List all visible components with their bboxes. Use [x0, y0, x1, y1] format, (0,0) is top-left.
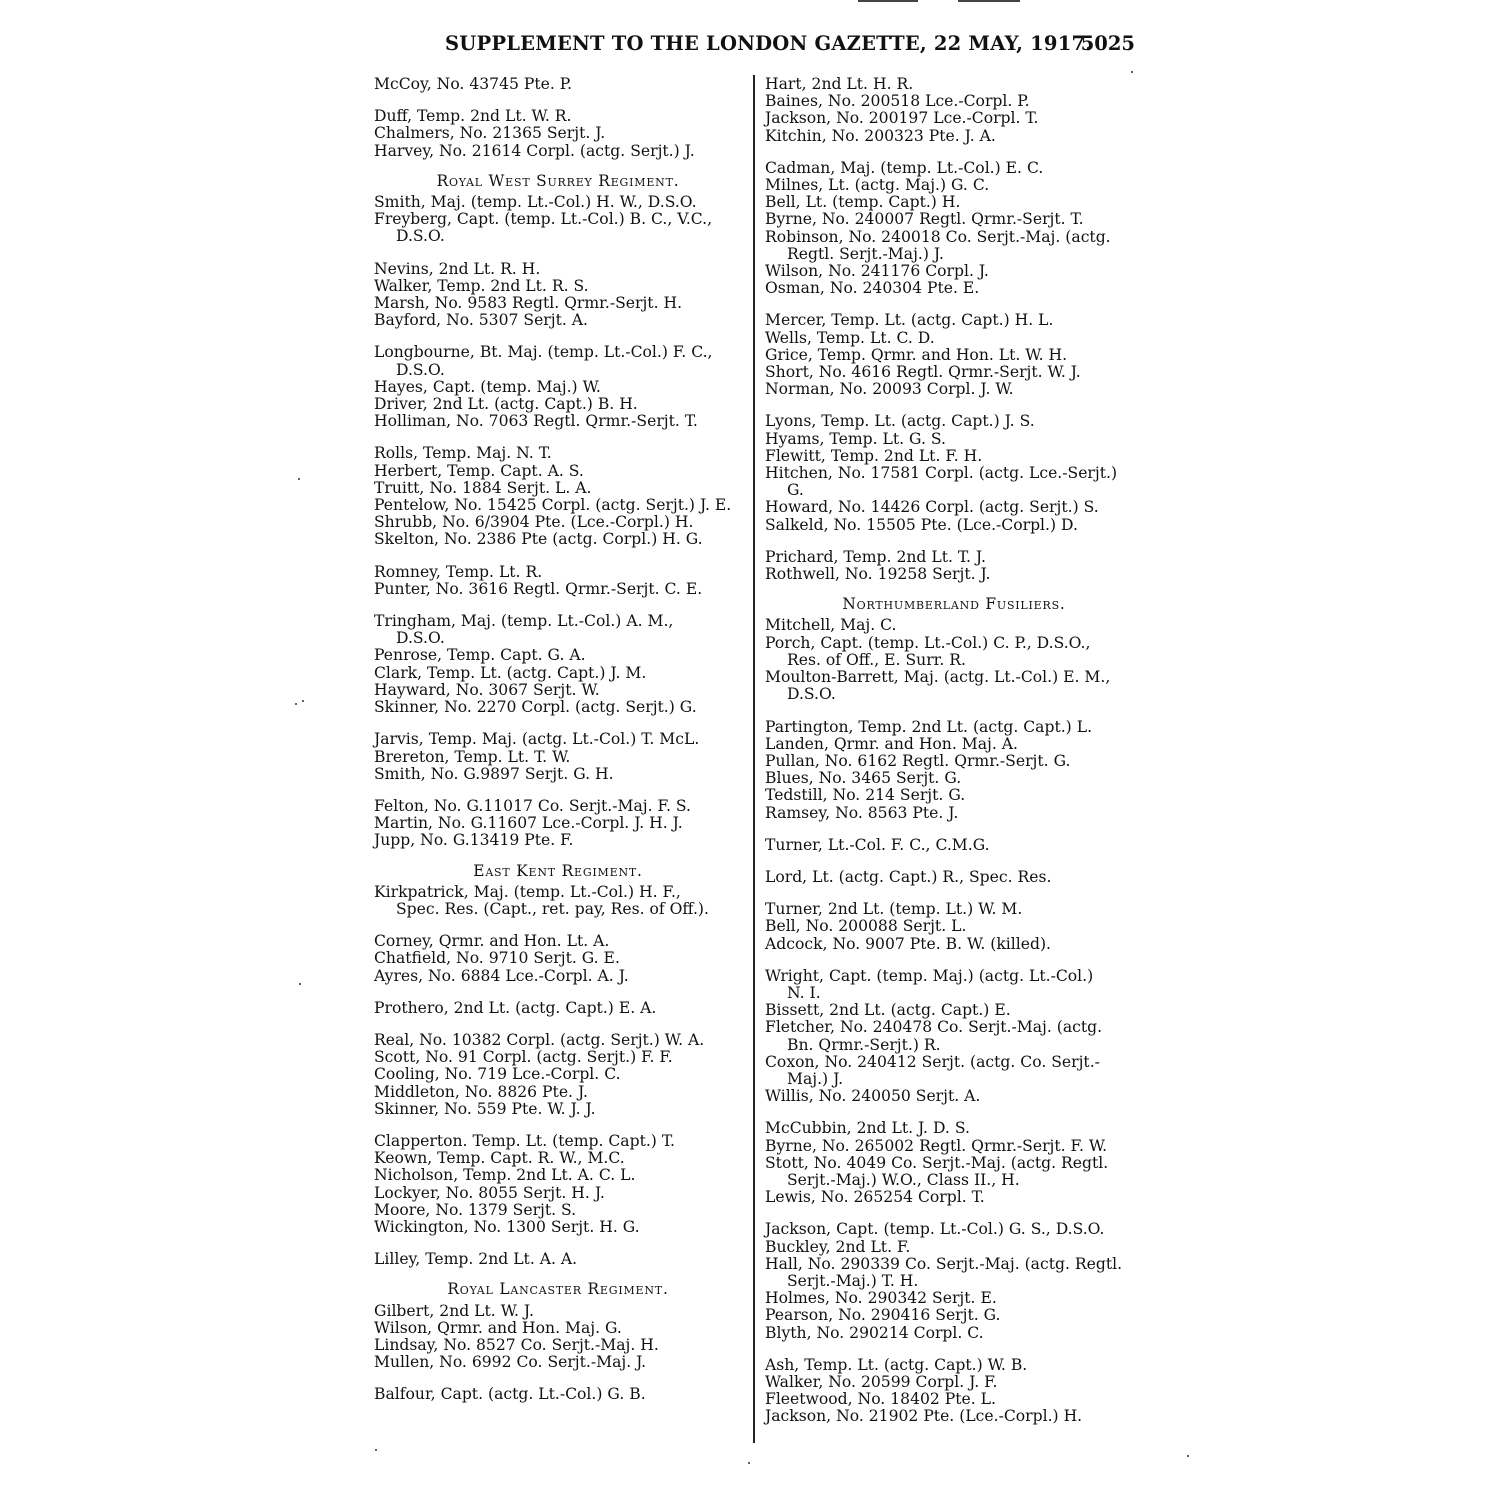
honours-entry: Herbert, Temp. Capt. A. S.	[374, 461, 584, 480]
honours-entry: Lord, Lt. (actg. Capt.) R., Spec. Res.	[765, 867, 1052, 886]
honours-entry: Skelton, No. 2386 Pte (actg. Corpl.) H. G.	[374, 530, 703, 549]
honours-entry: Stott, No. 4049 Co. Serjt.-Maj. (actg. Regtl.	[765, 1153, 1109, 1172]
honours-entry: Fletcher, No. 240478 Co. Serjt.-Maj. (actg.	[765, 1018, 1103, 1037]
honours-entry: Marsh, No. 9583 Regtl. Qrmr.-Serjt. H.	[374, 294, 683, 313]
honours-entry: Robinson, No. 240018 Co. Serjt.-Maj. (actg.	[765, 227, 1111, 246]
scan-speck	[299, 983, 301, 985]
honours-entry: Hitchen, No. 17581 Corpl. (actg. Lce.-Serjt.)	[765, 464, 1118, 483]
entry-continuation: Spec. Res. (Capt., ret. pay, Res. of Off.).	[396, 899, 709, 918]
honours-entry: Baines, No. 200518 Lce.-Corpl. P.	[765, 92, 1030, 111]
entry-group	[374, 1133, 742, 1236]
page-header	[445, 32, 1135, 60]
honours-entry: Jackson, No. 21902 Pte. (Lce.-Corpl.) H.	[765, 1407, 1083, 1426]
honours-entry: Turner, 2nd Lt. (temp. Lt.) W. M.	[765, 900, 1023, 919]
honours-entry: Mitchell, Maj. C.	[765, 616, 897, 635]
scan-speck	[302, 700, 304, 702]
honours-entry: Keown, Temp. Capt. R. W., M.C.	[374, 1149, 625, 1168]
entry-group	[374, 1386, 742, 1403]
entry-group	[765, 901, 1143, 953]
honours-entry: Pullan, No. 6162 Regtl. Qrmr.-Serjt. G.	[765, 751, 1071, 770]
entry-group	[374, 445, 742, 548]
honours-entry: Partington, Temp. 2nd Lt. (actg. Capt.) L.	[765, 717, 1093, 736]
honours-entry: Norman, No. 20093 Corpl. J. W.	[765, 380, 1014, 399]
entry-continuation: D.S.O.	[396, 629, 445, 648]
honours-entry: Walker, No. 20599 Corpl. J. F.	[765, 1373, 998, 1391]
scan-speck	[1131, 71, 1133, 73]
honours-entry: Cadman, Maj. (temp. Lt.-Col.) E. C.	[765, 158, 1044, 177]
honours-entry: Skinner, No. 559 Pte. W. J. J.	[374, 1099, 596, 1118]
honours-entry: Fleetwood, No. 18402 Pte. L.	[765, 1390, 996, 1409]
honours-entry: Real, No. 10382 Corpl. (actg. Serjt.) W. A.	[374, 1030, 705, 1049]
honours-entry: Osman, No. 240304 Pte. E.	[765, 279, 980, 298]
entry-group	[374, 798, 742, 850]
entry-group	[374, 194, 742, 246]
top-edge-mark	[958, 0, 1020, 2]
entry-group	[765, 719, 1143, 822]
honours-entry: Bissett, 2nd Lt. (actg. Capt.) E.	[765, 1001, 1011, 1020]
entry-group	[374, 1251, 742, 1268]
honours-entry: Chalmers, No. 21365 Serjt. J.	[374, 124, 606, 143]
honours-entry: Hyams, Temp. Lt. G. S.	[765, 429, 946, 448]
entry-group	[765, 76, 1143, 145]
entry-continuation: Bn. Qrmr.-Serjt.) R.	[787, 1035, 941, 1054]
entry-continuation: D.S.O.	[787, 685, 836, 704]
honours-entry: Jackson, Capt. (temp. Lt.-Col.) G. S., D.S.O.	[765, 1220, 1105, 1239]
honours-entry: Kirkpatrick, Maj. (temp. Lt.-Col.) H. F.,	[374, 882, 681, 901]
honours-entry: Wells, Temp. Lt. C. D.	[765, 328, 935, 347]
honours-entry: Ayres, No. 6884 Lce.-Corpl. A. J.	[374, 966, 629, 985]
honours-entry: Porch, Capt. (temp. Lt.-Col.) C. P., D.S.O.,	[765, 633, 1091, 652]
honours-entry: Hayward, No. 3067 Serjt. W.	[374, 680, 600, 699]
entry-continuation: Maj.) J.	[787, 1069, 844, 1088]
honours-entry: Short, No. 4616 Regtl. Qrmr.-Serjt. W. J.	[765, 363, 1081, 382]
page-number: 5025	[1080, 32, 1135, 55]
entry-continuation: Serjt.-Maj.) W.O., Class II., H.	[787, 1170, 1020, 1189]
entry-group	[374, 564, 742, 598]
entry-group	[765, 1357, 1143, 1426]
honours-entry: Pentelow, No. 15425 Corpl. (actg. Serjt.) J. E.	[374, 496, 732, 515]
honours-entry: Byrne, No. 265002 Regtl. Qrmr.-Serjt. F. W.	[765, 1136, 1108, 1155]
honours-entry: Wright, Capt. (temp. Maj.) (actg. Lt.-Col.)	[765, 966, 1094, 985]
honours-entry: Ramsey, No. 8563 Pte. J.	[765, 803, 959, 822]
entry-group	[765, 160, 1143, 298]
honours-entry: Bell, Lt. (temp. Capt.) H.	[765, 193, 961, 212]
regiment-heading: Royal West Surrey Regiment.	[436, 171, 680, 190]
honours-entry: Harvey, No. 21614 Corpl. (actg. Serjt.) J.	[374, 141, 695, 160]
entry-group	[765, 413, 1143, 533]
honours-entry: Adcock, No. 9007 Pte. B. W. (killed).	[765, 934, 1052, 953]
honours-entry: Hall, No. 290339 Co. Serjt.-Maj. (actg. Regtl.	[765, 1254, 1123, 1273]
honours-entry: Middleton, No. 8826 Pte. J.	[374, 1082, 588, 1101]
entry-group	[374, 108, 742, 160]
entry-group	[374, 731, 742, 783]
entry-group	[374, 1000, 742, 1017]
honours-entry: McCubbin, 2nd Lt. J. D. S.	[765, 1119, 970, 1138]
honours-entry: Prothero, 2nd Lt. (actg. Capt.) E. A.	[374, 998, 657, 1017]
honours-entry: Punter, No. 3616 Regtl. Qrmr.-Serjt. C. E.	[374, 579, 703, 598]
honours-entry: Bell, No. 200088 Serjt. L.	[765, 917, 967, 936]
entry-continuation: G.	[787, 481, 804, 500]
honours-entry: Chatfield, No. 9710 Serjt. G. E.	[374, 949, 620, 968]
entry-group	[765, 1120, 1143, 1206]
honours-entry: Landen, Qrmr. and Hon. Maj. A.	[765, 734, 1018, 753]
honours-entry: Mullen, No. 6992 Co. Serjt.-Maj. J.	[374, 1353, 647, 1372]
honours-entry: Corney, Qrmr. and Hon. Lt. A.	[374, 932, 610, 951]
honours-entry: Brereton, Temp. Lt. T. W.	[374, 747, 571, 766]
honours-entry: Lewis, No. 265254 Corpl. T.	[765, 1188, 985, 1207]
gazette-title: SUPPLEMENT TO THE LONDON GAZETTE, 22 MAY, 1917.	[445, 32, 1093, 55]
honours-entry: Holmes, No. 290342 Serjt. E.	[765, 1289, 997, 1308]
honours-entry: Blues, No. 3465 Serjt. G.	[765, 769, 962, 788]
scan-speck	[748, 1462, 750, 1464]
scan-speck	[375, 1449, 377, 1451]
honours-entry: Truitt, No. 1884 Serjt. L. A.	[374, 478, 592, 497]
entry-continuation: Regtl. Serjt.-Maj.) J.	[787, 244, 944, 263]
entry-group	[765, 968, 1143, 1106]
honours-entry: Freyberg, Capt. (temp. Lt.-Col.) B. C., V.C.,	[374, 210, 713, 229]
honours-entry: Rolls, Temp. Maj. N. T.	[374, 444, 552, 463]
honours-entry: Salkeld, No. 15505 Pte. (Lce.-Corpl.) D.	[765, 515, 1078, 534]
entry-group	[374, 884, 742, 918]
entry-continuation: Res. of Off., E. Surr. R.	[787, 650, 967, 669]
honours-entry: Mercer, Temp. Lt. (actg. Capt.) H. L.	[765, 311, 1054, 330]
honours-entry: Howard, No. 14426 Corpl. (actg. Serjt.) S.	[765, 498, 1099, 517]
entry-group	[765, 549, 1143, 583]
scan-speck	[1187, 1455, 1189, 1457]
entry-group	[765, 312, 1143, 398]
honours-entry: Nicholson, Temp. 2nd Lt. A. C. L.	[374, 1166, 636, 1185]
right-column	[765, 76, 1143, 1441]
honours-entry: Cooling, No. 719 Lce.-Corpl. C.	[374, 1065, 621, 1084]
honours-entry: Moore, No. 1379 Serjt. S.	[374, 1200, 577, 1219]
honours-entry: Shrubb, No. 6/3904 Pte. (Lce.-Corpl.) H.	[374, 513, 694, 532]
entry-continuation: Serjt.-Maj.) T. H.	[787, 1271, 919, 1290]
honours-entry: Romney, Temp. Lt. R.	[374, 562, 543, 581]
honours-entry: Clark, Temp. Lt. (actg. Capt.) J. M.	[374, 663, 647, 682]
honours-entry: Smith, No. G.9897 Serjt. G. H.	[374, 764, 614, 783]
honours-entry: Skinner, No. 2270 Corpl. (actg. Serjt.) G.	[374, 698, 697, 717]
entry-group	[765, 837, 1143, 854]
scan-speck	[298, 478, 300, 480]
honours-entry: Prichard, Temp. 2nd Lt. T. J.	[765, 547, 986, 566]
honours-entry: Longbourne, Bt. Maj. (temp. Lt.-Col.) F. C.,	[374, 343, 713, 362]
honours-entry: Jarvis, Temp. Maj. (actg. Lt.-Col.) T. McL.	[374, 730, 700, 749]
top-edge-mark	[858, 0, 918, 2]
honours-entry: Gilbert, 2nd Lt. W. J.	[374, 1301, 534, 1320]
honours-entry: Jackson, No. 200197 Lce.-Corpl. T.	[765, 109, 1039, 128]
honours-entry: Scott, No. 91 Corpl. (actg. Serjt.) F. F.	[374, 1048, 673, 1067]
entry-group	[374, 613, 742, 716]
honours-entry: McCoy, No. 43745 Pte. P.	[374, 75, 573, 93]
honours-entry: Ash, Temp. Lt. (actg. Capt.) W. B.	[765, 1355, 1028, 1374]
scan-speck	[295, 703, 297, 705]
regiment-heading: East Kent Regiment.	[473, 861, 643, 880]
honours-entry: Duff, Temp. 2nd Lt. W. R.	[374, 107, 572, 126]
honours-entry: Lilley, Temp. 2nd Lt. A. A.	[374, 1250, 578, 1269]
honours-entry: Lindsay, No. 8527 Co. Serjt.-Maj. H.	[374, 1335, 659, 1354]
honours-entry: Grice, Temp. Qrmr. and Hon. Lt. W. H.	[765, 345, 1068, 364]
honours-entry: Rothwell, No. 19258 Serjt. J.	[765, 565, 991, 584]
honours-entry: Felton, No. G.11017 Co. Serjt.-Maj. F. S.	[374, 796, 691, 815]
honours-entry: Tedstill, No. 214 Serjt. G.	[765, 786, 966, 805]
honours-entry: Moulton-Barrett, Maj. (actg. Lt.-Col.) E. M.,	[765, 668, 1111, 687]
honours-entry: Penrose, Temp. Capt. G. A.	[374, 646, 586, 665]
honours-entry: Wickington, No. 1300 Serjt. H. G.	[374, 1217, 640, 1236]
entry-group	[374, 344, 742, 430]
regiment-heading: Northumberland Fusiliers.	[842, 595, 1066, 614]
honours-entry: Clapperton. Temp. Lt. (temp. Capt.) T.	[374, 1131, 675, 1150]
entry-group	[374, 1032, 742, 1118]
honours-entry: Lyons, Temp. Lt. (actg. Capt.) J. S.	[765, 412, 1035, 431]
entry-continuation: D.S.O.	[396, 227, 445, 246]
entry-group	[374, 261, 742, 330]
entry-group	[765, 617, 1143, 703]
left-column	[374, 76, 742, 1419]
entry-group	[765, 1221, 1143, 1341]
honours-entry: Bayford, No. 5307 Serjt. A.	[374, 311, 588, 330]
column-divider	[753, 75, 755, 1443]
honours-entry: Lockyer, No. 8055 Serjt. H. J.	[374, 1183, 605, 1202]
entry-group	[374, 933, 742, 985]
honours-entry: Turner, Lt.-Col. F. C., C.M.G.	[765, 835, 990, 854]
entry-continuation: N. I.	[787, 983, 821, 1002]
entry-continuation: D.S.O.	[396, 360, 445, 379]
honours-entry: Blyth, No. 290214 Corpl. C.	[765, 1323, 984, 1342]
honours-entry: Buckley, 2nd Lt. F.	[765, 1237, 911, 1256]
honours-entry: Wilson, Qrmr. and Hon. Maj. G.	[374, 1318, 622, 1337]
honours-entry: Nevins, 2nd Lt. R. H.	[374, 259, 541, 278]
honours-entry: Balfour, Capt. (actg. Lt.-Col.) G. B.	[374, 1385, 646, 1404]
honours-entry: Milnes, Lt. (actg. Maj.) G. C.	[765, 176, 990, 195]
honours-entry: Walker, Temp. 2nd Lt. R. S.	[374, 276, 589, 295]
honours-entry: Flewitt, Temp. 2nd Lt. F. H.	[765, 446, 983, 465]
regiment-heading: Royal Lancaster Regiment.	[447, 1280, 669, 1299]
honours-entry: Tringham, Maj. (temp. Lt.-Col.) A. M.,	[374, 612, 674, 631]
entry-group	[765, 869, 1143, 886]
honours-entry: Smith, Maj. (temp. Lt.-Col.) H. W., D.S.O.	[374, 193, 697, 212]
honours-entry: Jupp, No. G.13419 Pte. F.	[374, 831, 574, 850]
honours-entry: Martin, No. G.11607 Lce.-Corpl. J. H. J.	[374, 814, 683, 833]
entry-group	[374, 1303, 742, 1372]
honours-entry: Willis, No. 240050 Serjt. A.	[765, 1087, 981, 1106]
honours-entry: Byrne, No. 240007 Regtl. Qrmr.-Serjt. T.	[765, 210, 1084, 229]
honours-entry: Driver, 2nd Lt. (actg. Capt.) B. H.	[374, 395, 638, 414]
honours-entry: Hayes, Capt. (temp. Maj.) W.	[374, 377, 601, 396]
honours-entry: Kitchin, No. 200323 Pte. J. A.	[765, 126, 996, 145]
honours-entry: Wilson, No. 241176 Corpl. J.	[765, 262, 989, 281]
honours-entry: Coxon, No. 240412 Serjt. (actg. Co. Serjt.-	[765, 1052, 1100, 1071]
entry-group	[374, 76, 742, 93]
honours-entry: Holliman, No. 7063 Regtl. Qrmr.-Serjt. T.	[374, 412, 698, 431]
honours-entry: Hart, 2nd Lt. H. R.	[765, 75, 914, 93]
honours-entry: Pearson, No. 290416 Serjt. G.	[765, 1306, 1001, 1325]
